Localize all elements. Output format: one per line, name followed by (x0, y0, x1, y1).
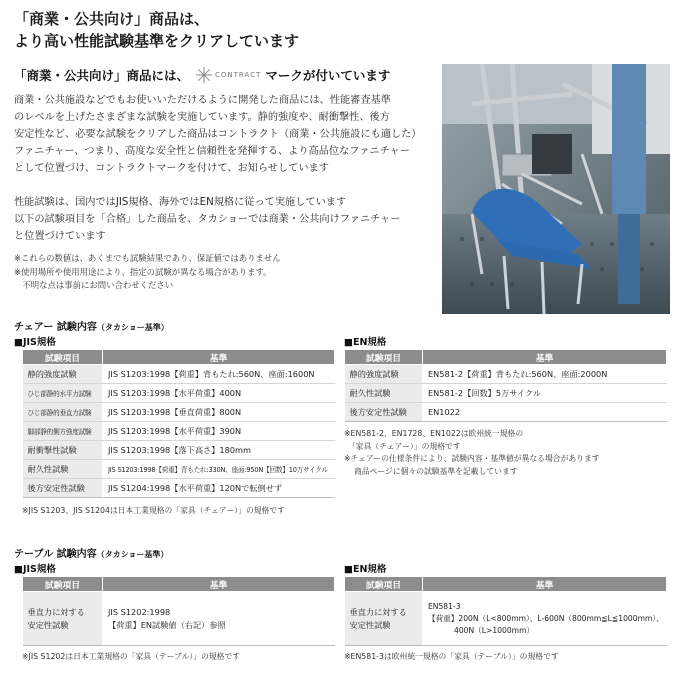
row-item: 後方安定性試験 (345, 403, 423, 422)
table-row (23, 460, 335, 479)
std-line: JIS S1202:1998 (108, 606, 171, 617)
row-item: 耐衝撃性試験 (23, 441, 103, 460)
chair-en-table (344, 349, 667, 422)
table-heading-text: テーブル 試験内容 (14, 549, 97, 560)
contract-star-icon (195, 66, 213, 84)
notes (14, 252, 434, 293)
footnote-line: ※チェアーの仕様条件により、試験内容・基準値が異なる場合があります (344, 454, 600, 463)
chair-section-heading (14, 318, 169, 333)
item-line: 安定性試験 (349, 619, 391, 630)
intro-line: 商業・公共施設などでもお使いいただけるように開発した商品には、性能審査基準 (14, 95, 391, 106)
note-line: ※使用場所や使用用途により、指定の試験が異なる場合があります。 (14, 266, 272, 277)
test-rig-photo (442, 64, 670, 314)
table-row (23, 592, 335, 646)
chair-test-image (442, 64, 670, 314)
row-std: JIS S1203:1998【落下高さ】180mm (103, 441, 335, 460)
col-header-std: 基準 (423, 577, 667, 592)
row-std: EN581-2【荷重】背もたれ:560N、座面:2000N (423, 365, 667, 384)
row-item: ひじ部静的水平力試験 (23, 384, 103, 403)
intro-line: として位置づけ、コントラクトマークを付けて、お知らせしています (14, 163, 329, 174)
intro-line: のレベルを上げたさまざまな試験を実施しています。静的強度や、耐衝撃性、後方 (14, 112, 390, 123)
page-title (14, 8, 474, 52)
chair-jis-footnote: ※JIS S1203、JIS S1204は日本工業規格の「家具（チェアー）」の規格です (22, 506, 285, 515)
title-line-2: より高い性能試験基準をクリアしています (14, 32, 300, 50)
note-line: ※これらの数値は、あくまでも試験結果であり、保証値ではありません (14, 253, 281, 263)
table-jis-label: ■JIS規格 (14, 564, 56, 575)
item-line: 垂直力に対する (349, 606, 407, 617)
row-item (345, 592, 423, 646)
table-jis-footnote: ※JIS S1202は日本工業規格の「家具（テーブル）」の規格です (22, 652, 241, 661)
table-row (345, 403, 667, 422)
row-item: 脚部静的側方強度試験 (23, 422, 103, 441)
standards-line: 以下の試験項目を「合格」した商品を、タカショーでは商業・公共向けファニチャー (14, 214, 401, 225)
table-row (345, 365, 667, 384)
col-header-std: 基準 (103, 577, 335, 592)
item-line: 垂直力に対する (27, 606, 85, 617)
note-line: 不明な点は事前にお問い合わせください (14, 280, 174, 290)
table-row (345, 592, 667, 646)
row-item: 静的強度試験 (23, 365, 103, 384)
row-item: 静的強度試験 (345, 365, 423, 384)
chair-jis-table (22, 349, 335, 498)
table-row (23, 422, 335, 441)
table-row (23, 365, 335, 384)
chair-en-label: ■EN規格 (344, 337, 387, 348)
row-item: 耐久性試験 (345, 384, 423, 403)
contract-subheading (14, 64, 434, 86)
table-row (23, 441, 335, 460)
table-heading-note: （タカショー基準） (96, 550, 169, 559)
contract-word: CONTRACT (215, 71, 262, 79)
table-row (23, 403, 335, 422)
table-jis-table (22, 576, 335, 646)
footnote-line: 商品ページに個々の試験基準を記載しています (354, 466, 518, 476)
col-header-item: 試験項目 (345, 350, 423, 365)
title-line-1: 「商業・公共向け」商品は、 (14, 10, 210, 28)
col-header-item: 試験項目 (23, 350, 103, 365)
standards-line: と位置づけています (14, 231, 106, 242)
row-item (23, 592, 103, 646)
col-header-std: 基準 (103, 350, 335, 365)
subheading-after: マークが付いています (265, 68, 391, 83)
row-std: JIS S1203:1998【水平荷重】390N (103, 422, 335, 441)
standards-paragraph (14, 194, 434, 245)
table-section-heading (14, 545, 168, 560)
row-std: JIS S1203:1998【水平荷重】400N (103, 384, 335, 403)
chair-jis-label: ■JIS規格 (14, 337, 56, 348)
col-header-item: 試験項目 (23, 577, 103, 592)
row-std: EN1022 (423, 403, 667, 422)
table-en-footnote: ※EN581-3は欧州統一規格の「家具（テーブル）」の規格です (344, 652, 559, 661)
row-item: 耐久性試験 (23, 460, 103, 479)
chair-heading-text: チェアー 試験内容 (14, 322, 97, 333)
row-item: ひじ部静的垂直力試験 (23, 403, 103, 422)
std-line: 400N（L>1000mm） (454, 625, 535, 635)
row-std: EN581-2【回数】5万サイクル (423, 384, 667, 403)
row-std: JIS S1203:1998【荷重】背もたれ:560N、座面:1600N (103, 365, 335, 384)
chair-heading-note: （タカショー基準） (96, 323, 169, 332)
table-row (23, 384, 335, 403)
std-line: EN581-3 (428, 601, 461, 611)
table-en-label: ■EN規格 (344, 564, 387, 575)
standards-line: 性能試験は、国内ではJIS規格、海外ではEN規格に従って実施しています (14, 197, 347, 208)
table-row (23, 479, 335, 498)
row-std (103, 592, 335, 646)
table-en-table (344, 576, 667, 646)
contract-mark (195, 66, 261, 84)
footnote-line: 「家具（チェアー）」の規格です (348, 441, 461, 451)
item-line: 安定性試験 (27, 619, 69, 630)
std-line: 【荷重】EN試験値（右記）参照 (108, 619, 226, 630)
footnote-line: ※EN581-2、EN1728、EN1022は欧州統一規格の (344, 429, 524, 438)
subheading-before: 「商業・公共向け」商品には、 (14, 68, 190, 83)
row-std: JIS S1204:1998【水平荷重】120Nで転倒せず (103, 479, 335, 498)
row-std: JIS S1203:1998【垂直荷重】800N (103, 403, 335, 422)
std-line: 【荷重】200N（L<800mm）、L-600N（800mm≦L≦1000mm）、 (428, 613, 664, 623)
col-header-item: 試験項目 (345, 577, 423, 592)
chair-en-footnotes (344, 428, 600, 478)
row-item: 後方安定性試験 (23, 479, 103, 498)
intro-line: 安定性など、必要な試験をクリアした商品はコントラクト（商業・公共施設にも適した） (14, 129, 422, 140)
row-std (423, 592, 667, 646)
intro-line: ファニチャー、つまり、高度な安全性と信頼性を発揮する、より高品位なファニチャー (14, 146, 410, 157)
intro-paragraph (14, 92, 434, 177)
col-header-std: 基準 (423, 350, 667, 365)
table-row (345, 384, 667, 403)
row-std: JIS S1203:1998【荷重】背もたれ:330N、座面:950N【回数】10万サイクル (103, 460, 335, 479)
